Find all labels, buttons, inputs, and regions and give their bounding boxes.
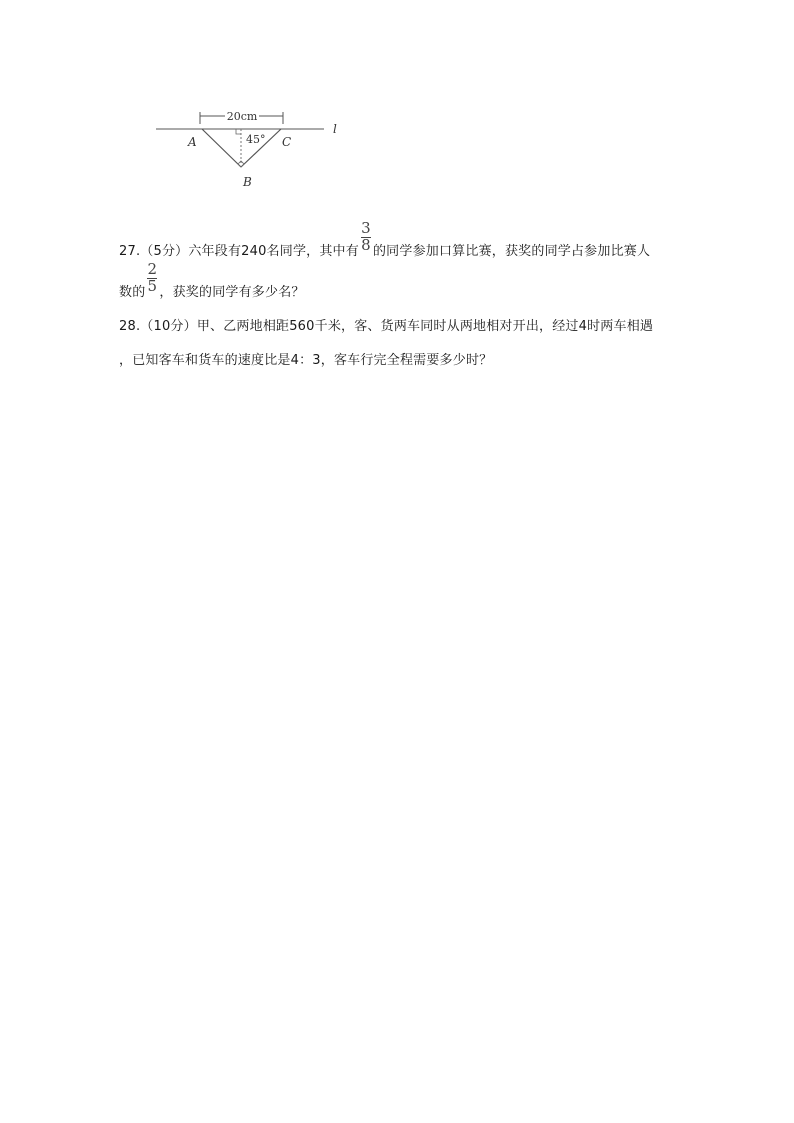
fraction-three-eighths (360, 219, 372, 255)
label-c: C (282, 135, 292, 149)
fraction-numerator: 2 (147, 260, 158, 278)
question-27-line-1 (119, 219, 651, 262)
label-l: l (333, 122, 337, 136)
question-28 (119, 317, 679, 377)
geometry-figure (150, 106, 350, 192)
right-angle-mark-top (236, 129, 241, 134)
question-27 (119, 219, 679, 305)
angle-label: 45° (246, 133, 266, 146)
question-27-line-2 (119, 260, 305, 303)
dimension-label: 20cm (226, 110, 258, 123)
question-28-line-1: 28.（10分）甲、乙两地相距560千米，客、货两车同时从两地相对开出，经过4时两车相遇 (119, 319, 654, 334)
label-a: A (188, 135, 197, 149)
question-27-text-4: ，获奖的同学有多少名？ (159, 285, 305, 300)
question-27-text-3: 数的 (119, 285, 146, 300)
fraction-two-fifths (146, 260, 158, 296)
question-27-text-2: 的同学参加口算比赛，获奖的同学占参加比赛人 (372, 244, 651, 259)
fraction-denominator: 5 (147, 277, 158, 295)
label-b: B (243, 175, 252, 189)
side-ab (202, 129, 241, 167)
fraction-numerator: 3 (361, 219, 371, 237)
fraction-denominator: 8 (361, 236, 371, 254)
question-28-line-2: ，已知客车和货车的速度比是4：3，客车行完全程需要多少时？ (119, 353, 493, 368)
triangle-diagram (150, 106, 350, 192)
question-27-text-1: 27.（5分）六年段有240名同学，其中有 (119, 244, 359, 259)
